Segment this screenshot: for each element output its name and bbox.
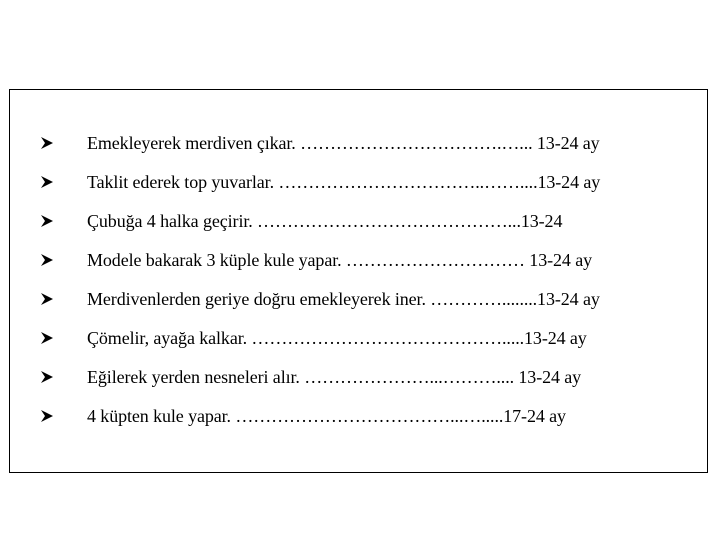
list-item-text: Çubuğa 4 halka geçirir. ……………………………………...13-24 [87, 211, 563, 231]
arrowhead-bullet-icon [39, 408, 55, 424]
arrowhead-bullet-icon [39, 174, 55, 190]
list-item-text: Emekleyerek merdiven çıkar. …………………………….…... 13-24 ay [87, 133, 600, 153]
list-item-text: 4 küpten kule yapar. ………………………………...….....17-24 ay [87, 406, 566, 426]
list-item [10, 287, 707, 317]
list-item-text: Eğilerek yerden nesneleri alır. …………………...……….... 13-24 ay [87, 367, 582, 387]
arrowhead-bullet-icon [39, 330, 55, 346]
milestone-list [10, 90, 707, 472]
list-item [10, 365, 707, 395]
list-item-text: Modele bakarak 3 küple kule yapar. ………………………… 13-24 ay [87, 250, 592, 270]
list-item [10, 170, 707, 200]
arrowhead-bullet-icon [39, 369, 55, 385]
list-item [10, 404, 707, 434]
list-item [10, 209, 707, 239]
arrowhead-bullet-icon [39, 252, 55, 268]
list-item-text: Merdivenlerden geriye doğru emekleyerek iner. …………........13-24 ay [87, 289, 600, 309]
list-item-text: Taklit ederek top yuvarlar. ……………………………..……....13-24 ay [87, 172, 601, 192]
list-item-text: Çömelir, ayağa kalkar. …………………………………….....13-24 ay [87, 328, 587, 348]
list-item [10, 326, 707, 356]
list-item [10, 131, 707, 161]
arrowhead-bullet-icon [39, 213, 55, 229]
arrowhead-bullet-icon [39, 291, 55, 307]
arrowhead-bullet-icon [39, 135, 55, 151]
content-box [9, 89, 708, 473]
list-item [10, 248, 707, 278]
